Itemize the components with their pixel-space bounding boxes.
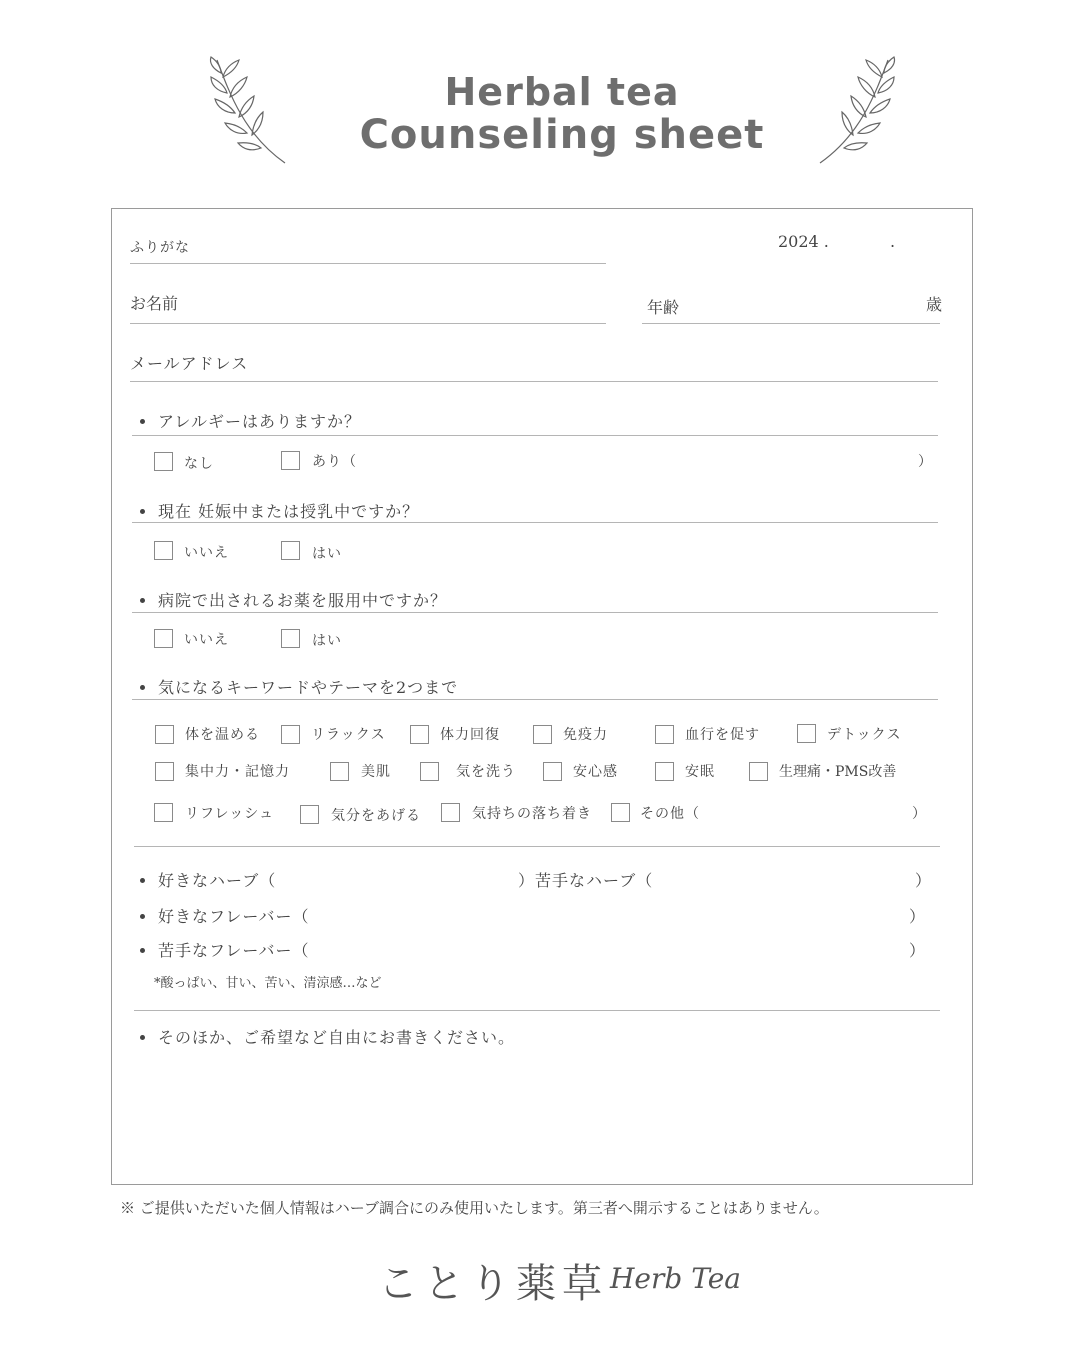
bullet xyxy=(140,878,145,883)
disliked-herb-label: ）苦手なハーブ（ xyxy=(518,871,654,890)
other-requests-field[interactable] xyxy=(152,1057,938,1177)
keyword-checkbox-cleanse[interactable] xyxy=(420,762,439,781)
keyword-checkbox-warm-body[interactable] xyxy=(155,725,174,744)
liked-herb-label: 好きなハーブ（ xyxy=(158,871,277,890)
keyword-label: リフレッシュ xyxy=(185,806,275,822)
pregnancy-yes-checkbox[interactable] xyxy=(281,541,300,560)
keyword-label: 美肌 xyxy=(361,764,391,780)
disliked-flavor-label: 苦手なフレーバー（ xyxy=(158,941,310,960)
pregnancy-yes-label: はい xyxy=(312,546,342,562)
keyword-label: 気を洗う xyxy=(456,764,516,780)
keyword-label: 血行を促す xyxy=(685,727,760,743)
date-year: 2024 . xyxy=(778,232,829,251)
keyword-label: 気持ちの落ち着き xyxy=(472,806,592,822)
furigana-label: ふりがな xyxy=(130,240,190,256)
medication-yes-label: はい xyxy=(312,633,342,649)
liked-flavor-label: 好きなフレーバー（ xyxy=(158,907,310,926)
brand-logo-japanese: ことり薬草 xyxy=(378,1261,608,1307)
pregnancy-question: 現在 妊娠中または授乳中ですか？ xyxy=(158,502,420,521)
keyword-label: 免疫力 xyxy=(563,727,608,743)
keyword-label: 生理痛・PMS改善 xyxy=(779,764,897,780)
keyword-label: デトックス xyxy=(827,727,902,743)
laurel-right-icon xyxy=(810,55,900,170)
date-separator: . xyxy=(890,232,896,251)
keyword-checkbox-immunity[interactable] xyxy=(533,725,552,744)
age-label: 年齢 xyxy=(647,298,680,317)
keyword-checkbox-circulation[interactable] xyxy=(655,725,674,744)
allergy-yes-checkbox[interactable] xyxy=(281,451,300,470)
bullet xyxy=(140,948,145,953)
medication-no-checkbox[interactable] xyxy=(154,629,173,648)
divider xyxy=(132,699,938,700)
bullet xyxy=(140,509,145,514)
divider xyxy=(132,522,938,523)
keyword-checkbox-refresh[interactable] xyxy=(154,803,173,822)
keyword-checkbox-pms[interactable] xyxy=(749,762,768,781)
keyword-label: 体力回復 xyxy=(440,727,500,743)
keyword-label: 安眠 xyxy=(685,764,715,780)
allergy-none-checkbox[interactable] xyxy=(154,452,173,471)
keyword-label: 安心感 xyxy=(573,764,618,780)
disliked-flavor-close-paren: ） xyxy=(909,941,926,960)
keyword-checkbox-stamina[interactable] xyxy=(410,725,429,744)
divider xyxy=(132,435,938,436)
bullet xyxy=(140,598,145,603)
age-field[interactable] xyxy=(642,323,940,324)
age-unit: 歳 xyxy=(926,295,943,314)
other-requests-label: そのほか、ご希望など自由にお書きください。 xyxy=(158,1028,516,1047)
title-line-1: Herbal tea xyxy=(444,70,680,114)
disliked-herb-close-paren: ） xyxy=(915,871,932,890)
allergy-yes-label: あり（ xyxy=(312,454,357,470)
email-field[interactable] xyxy=(130,381,938,382)
keyword-other-close-paren: ） xyxy=(912,806,927,822)
keyword-checkbox-relax[interactable] xyxy=(281,725,300,744)
keyword-label: 気分をあげる xyxy=(331,808,421,824)
keyword-label: 体を温める xyxy=(185,727,260,743)
bullet xyxy=(140,419,145,424)
pregnancy-no-label: いいえ xyxy=(184,545,229,561)
divider xyxy=(134,846,940,847)
furigana-field[interactable] xyxy=(130,263,606,264)
email-label: メールアドレス xyxy=(130,354,249,373)
bullet xyxy=(140,685,145,690)
keywords-question: 気になるキーワードやテーマを2つまで xyxy=(158,678,459,697)
medication-question: 病院で出されるお薬を服用中ですか？ xyxy=(158,591,448,610)
liked-flavor-close-paren: ） xyxy=(909,907,926,926)
allergy-question: アレルギーはありますか？ xyxy=(158,412,361,431)
counseling-form xyxy=(111,208,973,1185)
bullet xyxy=(140,914,145,919)
name-field[interactable] xyxy=(130,323,606,324)
medication-yes-checkbox[interactable] xyxy=(281,629,300,648)
keyword-checkbox-comfort[interactable] xyxy=(543,762,562,781)
allergy-close-paren: ） xyxy=(918,454,933,470)
keyword-checkbox-calm[interactable] xyxy=(441,803,460,822)
allergy-none-label: なし xyxy=(184,456,214,472)
brand-logo-english: Herb Tea xyxy=(610,1262,741,1295)
keyword-checkbox-mood[interactable] xyxy=(300,805,319,824)
medication-no-label: いいえ xyxy=(184,632,229,648)
privacy-note: ※ ご提供いただいた個人情報はハーブ調合にのみ使用いたします。第三者へ開示することはありません。 xyxy=(120,1199,829,1217)
title-line-2: Counseling sheet xyxy=(359,112,765,158)
keyword-label: リラックス xyxy=(311,727,386,743)
keyword-label: その他（ xyxy=(640,806,700,822)
keyword-checkbox-other[interactable] xyxy=(611,803,630,822)
keyword-checkbox-detox[interactable] xyxy=(797,724,816,743)
name-label: お名前 xyxy=(130,294,179,313)
keyword-checkbox-skin[interactable] xyxy=(330,762,349,781)
keyword-label: 集中力・記憶力 xyxy=(185,764,290,780)
keyword-checkbox-sleep[interactable] xyxy=(655,762,674,781)
flavor-note: *酸っぱい、甘い、苦い、清涼感…など xyxy=(154,976,382,991)
keyword-checkbox-focus[interactable] xyxy=(155,762,174,781)
divider xyxy=(134,1010,940,1011)
laurel-left-icon xyxy=(205,55,295,170)
divider xyxy=(132,612,938,613)
pregnancy-no-checkbox[interactable] xyxy=(154,541,173,560)
bullet xyxy=(140,1035,145,1040)
